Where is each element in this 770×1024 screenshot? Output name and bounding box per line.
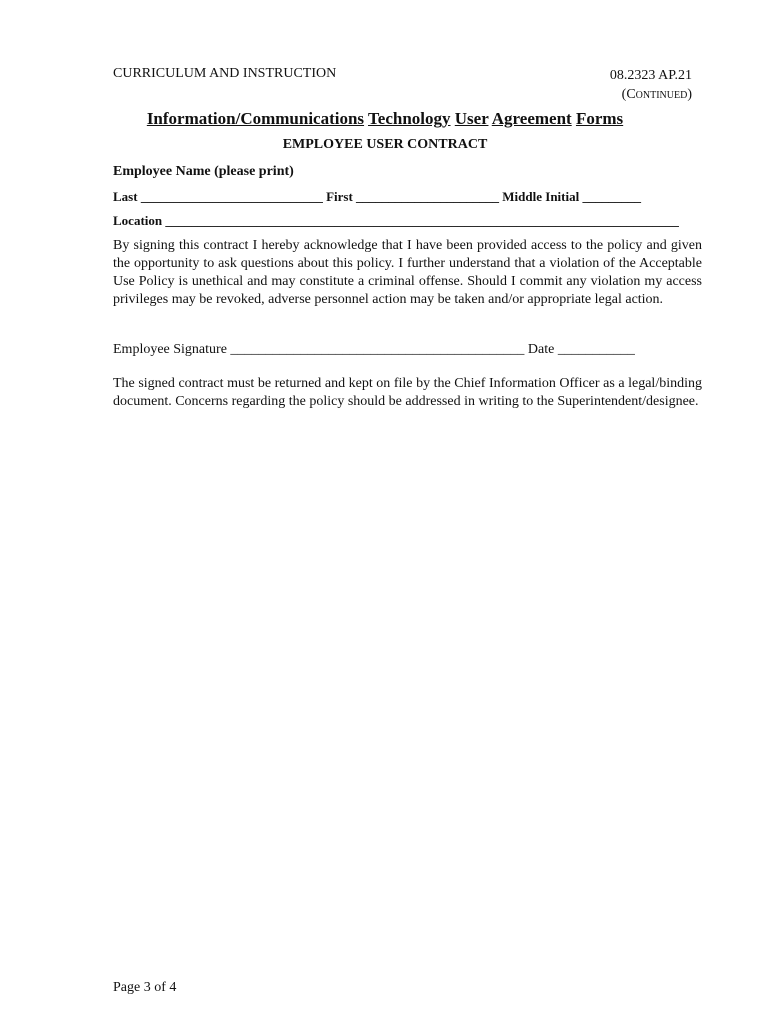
name-fields-row: [113, 189, 641, 205]
title-part-2: Technology: [368, 109, 451, 128]
last-name-blank[interactable]: ____________________________: [140, 189, 323, 204]
date-blank[interactable]: ___________: [557, 342, 635, 357]
closing-paragraph: The signed contract must be returned and kept on file by the Chief Information Officer as a legal/binding document. Concerns regarding the policy should be addressed in writing to the Superintendent/designee.: [113, 376, 702, 409]
page-number: Page 3 of 4: [113, 980, 177, 995]
first-name-blank[interactable]: ______________________: [356, 189, 500, 204]
signature-row: [113, 342, 635, 358]
page-title: [0, 109, 770, 129]
first-name-label: First: [326, 189, 353, 204]
employee-name-label: Employee Name (please print): [113, 164, 294, 179]
date-label: Date: [527, 342, 555, 357]
middle-initial-label: Middle Initial: [502, 189, 580, 204]
signature-blank[interactable]: __________________________________________: [230, 342, 525, 357]
last-name-label: Last: [113, 189, 138, 204]
title-part-5: Forms: [575, 109, 624, 128]
location-label: Location: [113, 213, 163, 228]
title-part-1: Information/Communications: [146, 109, 365, 128]
location-blank[interactable]: _______________________________________________________________________________: [165, 213, 679, 228]
acknowledgement-paragraph: By signing this contract I hereby acknowledge that I have been provided access to the policy and given the opportunity to ask questions about this policy. I further understand that a violation of the Acceptable Use Policy is unethical and may constitute a criminal offense. Should I commit any violation my access privileges may be revoked, adverse personnel action may be taken and/or appropriate legal action.: [113, 238, 702, 307]
continued-label: (Continued): [621, 87, 692, 102]
title-part-3: User: [454, 109, 489, 128]
header-policy-code: [610, 66, 692, 104]
contract-subtitle: EMPLOYEE USER CONTRACT: [282, 137, 488, 152]
policy-code: 08.2323 AP.21: [609, 68, 692, 83]
signature-label: Employee Signature: [113, 342, 227, 357]
location-row: [113, 213, 679, 229]
header-section-title: CURRICULUM AND INSTRUCTION: [113, 66, 337, 81]
middle-initial-blank[interactable]: _________: [582, 189, 641, 204]
title-part-4: Agreement: [491, 109, 572, 128]
